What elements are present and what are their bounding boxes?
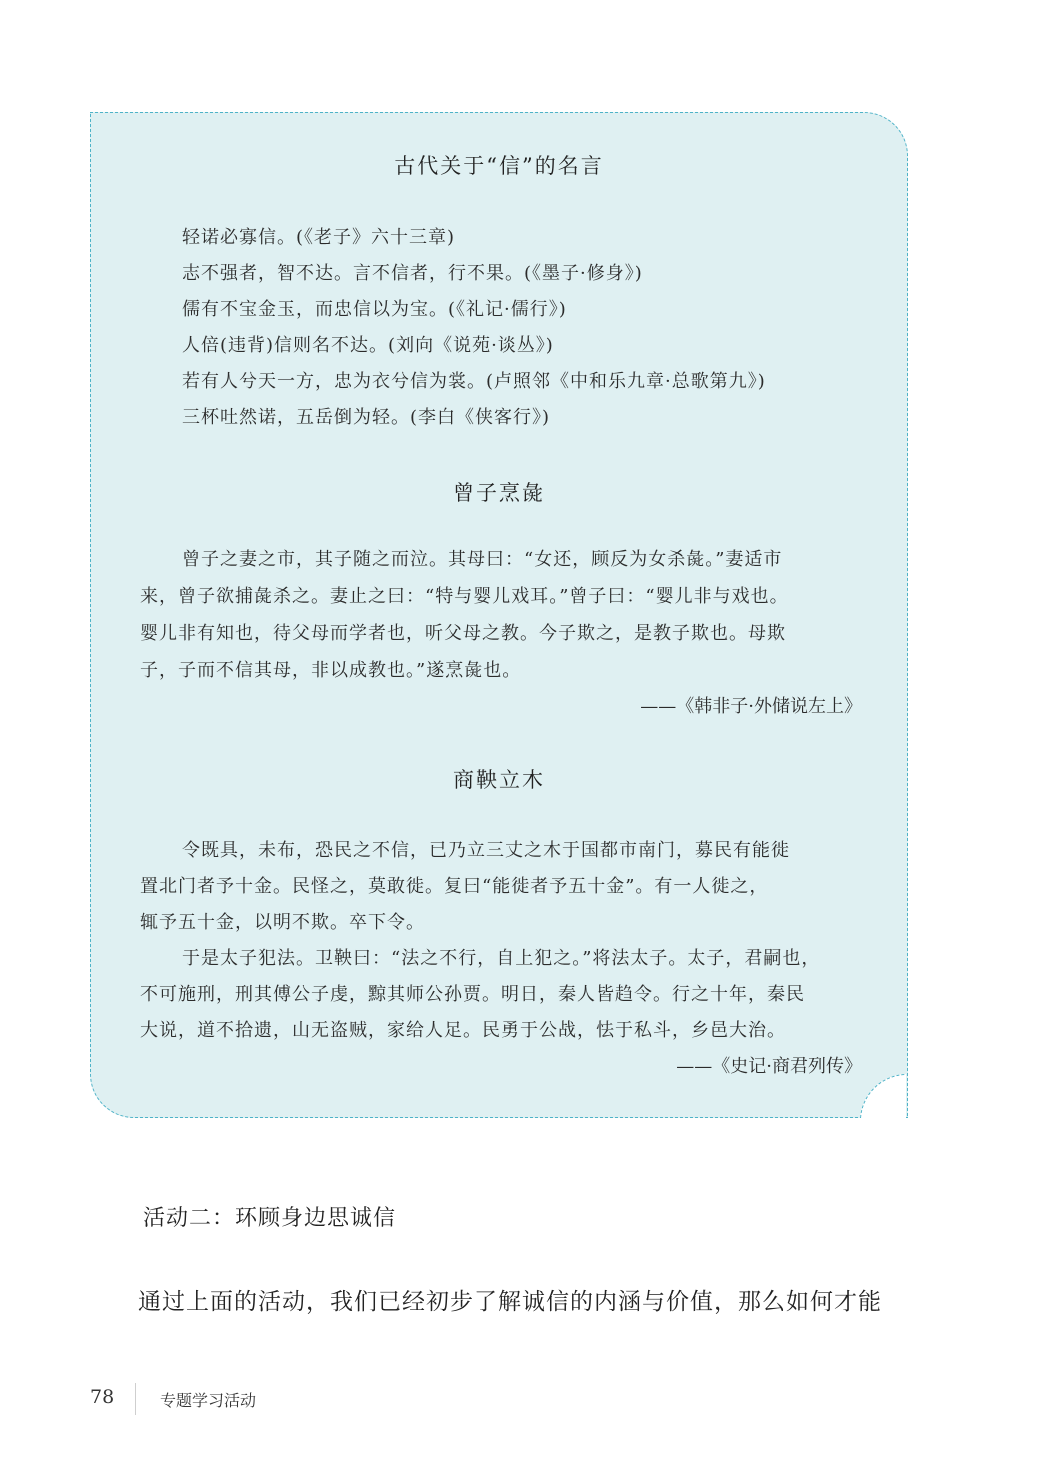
story1-line: 婴儿非有知也，待父母而学者也，听父母之教。今子欺之，是教子欺也。母欺 xyxy=(140,623,786,644)
story1-line: 曾子之妻之市，其子随之而泣。其母曰：“女还，顾反为女杀彘。”妻适市 xyxy=(182,549,783,570)
story2-line: 令既具，未布，恐民之不信，已乃立三丈之木于国都市南门，募民有能徙 xyxy=(182,840,790,861)
quote-item: 轻诺必寡信。(《老子》六十三章) xyxy=(182,227,456,248)
quote-item: 若有人兮天一方，忠为衣兮信为裳。(卢照邻《中和乐九章·总歌第九》) xyxy=(182,371,766,392)
story2-line: 置北门者予十金。民怪之，莫敢徙。复曰“能徙者予五十金”。有一人徙之， xyxy=(140,876,769,897)
quote-item: 三杯吐然诺，五岳倒为轻。(李白《侠客行》) xyxy=(182,407,551,428)
story2-title: 商鞅立木 xyxy=(453,768,545,792)
story1-source: ——《韩非子·外储说左上》 xyxy=(640,696,862,717)
footer-divider xyxy=(135,1383,136,1415)
activity-title: 活动二：环顾身边思诚信 xyxy=(143,1206,397,1231)
story1-line: 来，曾子欲捕彘杀之。妻止之曰：“特与婴儿戏耳。”曾子曰：“婴儿非与戏也。 xyxy=(140,586,789,607)
story2-line: 大说，道不拾遗，山无盗贼，家给人足。民勇于公战，怯于私斗，乡邑大治。 xyxy=(140,1020,786,1041)
quotes-title: 古代关于“信”的名言 xyxy=(394,154,604,178)
story2-line: 于是太子犯法。卫鞅曰：“法之不行，自上犯之。”将法太子。太子，君嗣也， xyxy=(182,948,821,969)
quote-item: 志不强者，智不达。言不信者，行不果。(《墨子·修身》) xyxy=(182,263,643,284)
story2-line: 辄予五十金，以明不欺。卒下令。 xyxy=(140,912,425,933)
footer-section-title: 专题学习活动 xyxy=(160,1391,257,1410)
page-number: 78 xyxy=(90,1386,115,1408)
story1-line: 子，子而不信其母，非以成教也。”遂烹彘也。 xyxy=(140,660,522,681)
story1-title: 曾子烹彘 xyxy=(453,481,545,505)
story2-source: ——《史记·商君列传》 xyxy=(676,1056,862,1077)
story2-line: 不可施刑，刑其傅公子虔，黥其师公孙贾。明日，秦人皆趋令。行之十年，秦民 xyxy=(140,984,805,1005)
quote-item: 儒有不宝金玉，而忠信以为宝。(《礼记·儒行》) xyxy=(182,299,567,320)
activity-text: 通过上面的活动，我们已经初步了解诚信的内涵与价值，那么如何才能 xyxy=(138,1289,882,1315)
quote-item: 人倍(违背)信则名不达。(刘向《说苑·谈丛》) xyxy=(182,335,554,356)
